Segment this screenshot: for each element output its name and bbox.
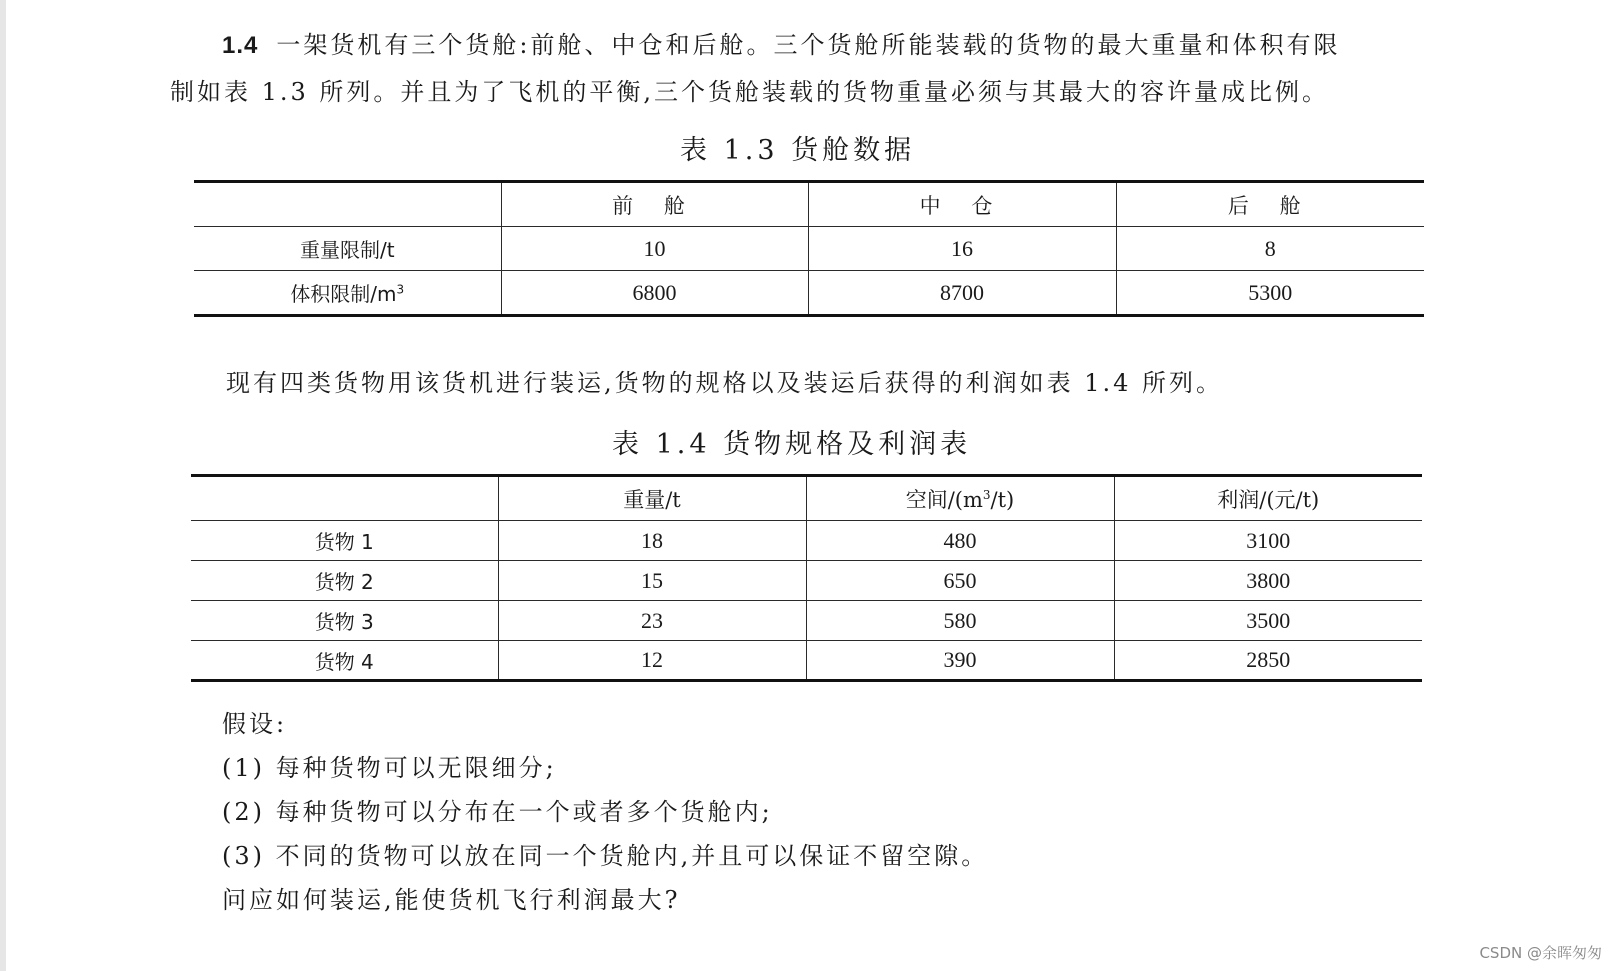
table-cell: 8 <box>1116 227 1424 271</box>
assumption-item-3: (3) 不同的货物可以放在同一个货舱内,并且可以保证不留空隙。 <box>222 842 989 870</box>
intro-table-1-4: 现有四类货物用该货机进行装运,货物的规格以及装运后获得的利润如表 1.4 所列。 <box>226 369 1224 397</box>
table-cell: 3100 <box>1114 521 1422 561</box>
table-1-4 <box>191 474 1422 682</box>
table-cell: 580 <box>806 601 1114 641</box>
table-1-4-header-row <box>191 476 1422 521</box>
assumptions-title: 假设: <box>222 710 288 738</box>
table-cell: 650 <box>806 561 1114 601</box>
superscript-3: 3 <box>396 282 405 297</box>
problem-number: 1.4 <box>222 32 259 59</box>
row-label-cargo: 货物 1 <box>191 521 498 561</box>
table-cell: 12 <box>498 641 806 681</box>
question-line: 问应如何装运,能使货机飞行利润最大? <box>222 886 681 914</box>
table-1-3 <box>194 180 1424 317</box>
table-row <box>194 271 1424 316</box>
header-profit: 利润/(元/t) <box>1114 476 1422 521</box>
row-label-volume-limit <box>194 271 501 316</box>
problem-statement <box>170 22 1341 115</box>
row-label-cargo: 货物 2 <box>191 561 498 601</box>
header-space-post: /t) <box>990 487 1015 512</box>
table-cell: 3500 <box>1114 601 1422 641</box>
table-cell: 15 <box>498 561 806 601</box>
assumption-item-2: (2) 每种货物可以分布在一个或者多个货舱内; <box>222 798 773 826</box>
assumption-item-1: (1) 每种货物可以无限细分; <box>222 754 557 782</box>
table-cell: 10 <box>501 227 808 271</box>
header-middle-hold: 中 仓 <box>808 182 1116 227</box>
table-1-4-corner <box>191 476 498 521</box>
header-space <box>806 476 1114 521</box>
row-label-volume-text: 体积限制/m <box>290 282 397 306</box>
row-label-cargo: 货物 3 <box>191 601 498 641</box>
table-cell: 23 <box>498 601 806 641</box>
problem-line-1 <box>222 22 1340 69</box>
table-cell: 5300 <box>1116 271 1424 316</box>
assumptions-block <box>222 702 988 922</box>
table-row <box>194 227 1424 271</box>
table-cell: 2850 <box>1114 641 1422 681</box>
row-label-weight-limit: 重量限制/t <box>194 227 501 271</box>
table-cell: 8700 <box>808 271 1116 316</box>
table-row <box>191 601 1422 641</box>
csdn-watermark: CSDN @余晖匆匆 <box>1479 944 1602 962</box>
table-1-3-caption: 表 1.3 货舱数据 <box>680 135 916 166</box>
table-1-3-header-row <box>194 182 1424 227</box>
table-cell: 16 <box>808 227 1116 271</box>
problem-text-1: 一架货机有三个货舱:前舱、中仓和后舱。三个货舱所能装载的货物的最大重量和体积有限 <box>276 31 1341 59</box>
table-1-3-corner <box>194 182 501 227</box>
header-weight: 重量/t <box>498 476 806 521</box>
table-cell: 390 <box>806 641 1114 681</box>
table-cell: 18 <box>498 521 806 561</box>
table-row <box>191 521 1422 561</box>
problem-line-2: 制如表 1.3 所列。并且为了飞机的平衡,三个货舱装载的货物重量必须与其最大的容许量成比例。 <box>170 78 1330 106</box>
table-cell: 3800 <box>1114 561 1422 601</box>
row-label-cargo: 货物 4 <box>191 641 498 681</box>
table-row <box>191 561 1422 601</box>
table-cell: 480 <box>806 521 1114 561</box>
header-space-pre: 空间/(m <box>905 487 983 512</box>
superscript-3: 3 <box>982 487 991 502</box>
page-edge <box>0 0 6 971</box>
table-cell: 6800 <box>501 271 808 316</box>
table-row <box>191 641 1422 681</box>
header-rear-hold: 后 舱 <box>1116 182 1424 227</box>
table-1-4-caption: 表 1.4 货物规格及利润表 <box>612 429 972 460</box>
header-front-hold: 前 舱 <box>501 182 808 227</box>
